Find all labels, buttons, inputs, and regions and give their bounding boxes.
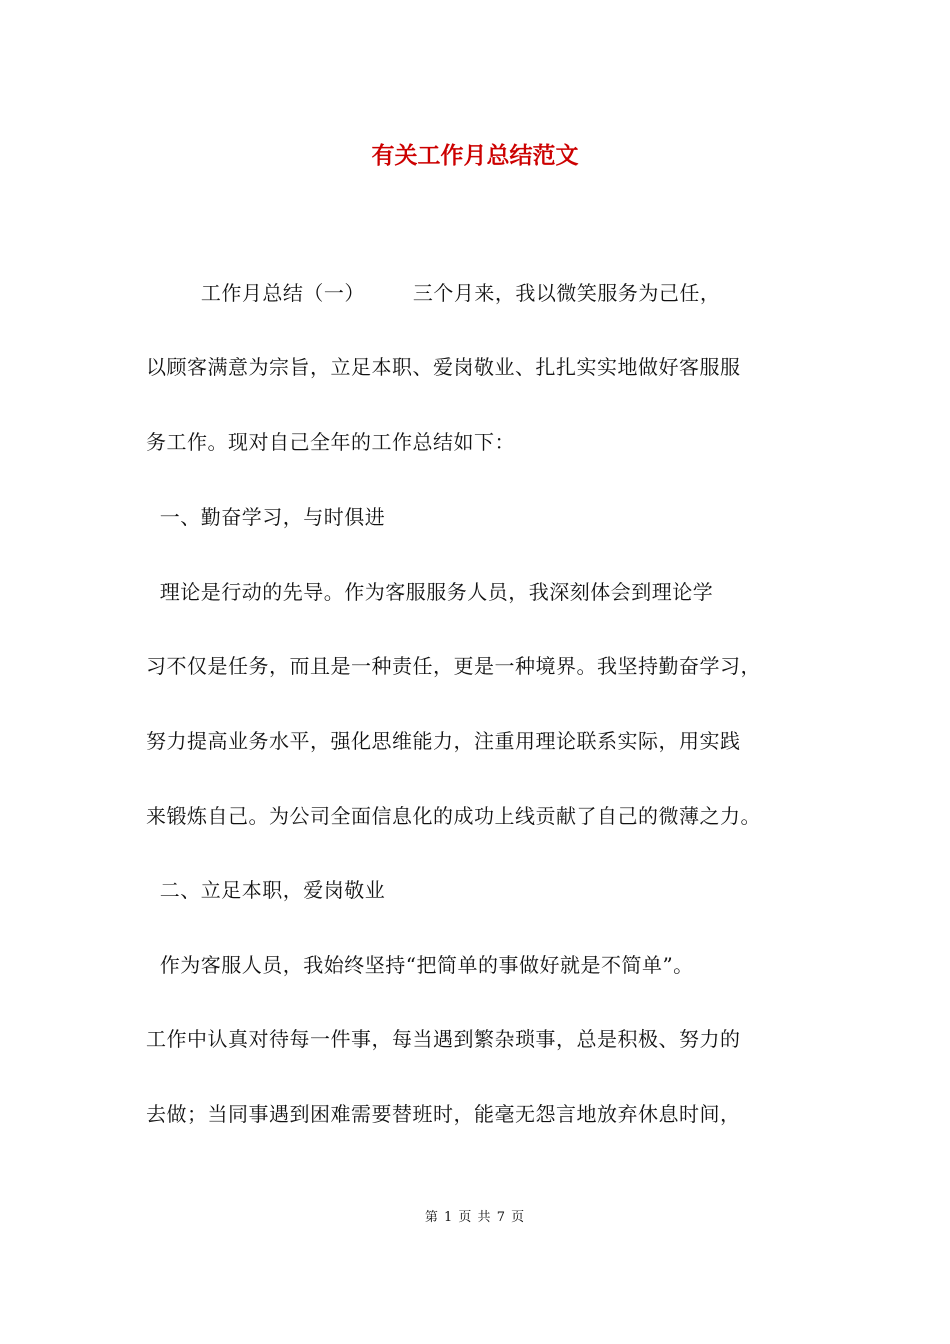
body-line-2: 以顾客满意为宗旨，立足本职、爱岗敬业、扎扎实实地做好客服服 xyxy=(146,355,741,379)
body-line-3: 务工作。现对自己全年的工作总结如下： xyxy=(146,430,515,454)
page-number: 第 1 页 共 7 页 xyxy=(424,1210,526,1225)
document-title: 有关工作月总结范文 xyxy=(371,142,579,169)
body-line-5: 理论是行动的先导。作为客服服务人员，我深刻体会到理论学 xyxy=(146,580,714,604)
body-line-10: 作为客服人员，我始终坚持“把简单的事做好就是不简单”。 xyxy=(146,953,694,977)
body-line-1: 工作月总结（一） 三个月来，我以微笑服务为己任， xyxy=(146,281,721,305)
body-line-11: 工作中认真对待每一件事，每当遇到繁杂琐事，总是积极、努力的 xyxy=(146,1027,741,1051)
body-line-7: 努力提高业务水平，强化思维能力，注重用理论联系实际，用实践 xyxy=(146,729,741,753)
section-heading-1: 一、勤奋学习，与时俱进 xyxy=(146,505,386,529)
body-line-8: 来锻炼自己。为公司全面信息化的成功上线贡献了自己的微薄之力。 xyxy=(146,804,761,828)
body-line-6: 习不仅是任务，而且是一种责任，更是一种境界。我坚持勤奋学习， xyxy=(146,654,761,678)
section-heading-2: 二、立足本职，爱岗敬业 xyxy=(146,878,386,902)
body-line-12: 去做；当同事遇到困难需要替班时，能毫无怨言地放弃休息时间， xyxy=(146,1102,741,1126)
